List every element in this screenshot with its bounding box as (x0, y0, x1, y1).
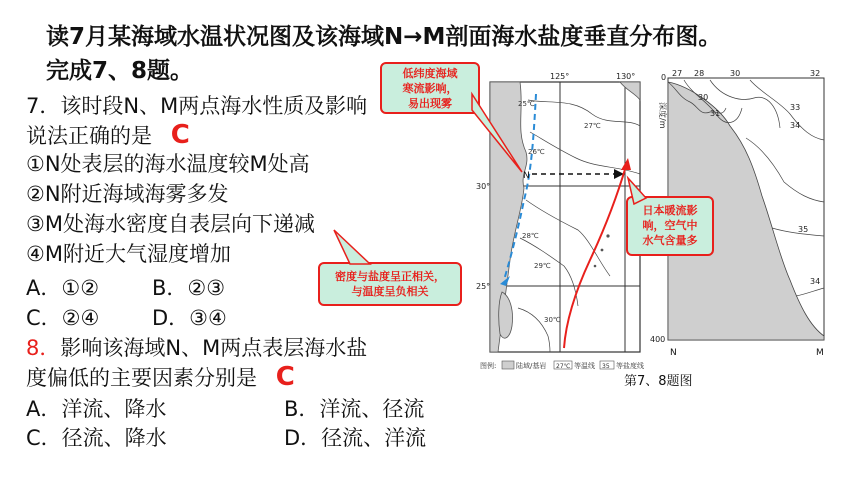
profile-depth-zero: 0 (661, 73, 667, 82)
legend-land-swatch (502, 361, 514, 369)
q8-option-d[interactable]: D．径流、洋流 (284, 426, 427, 450)
callout-warm-line-3: 水气含量多 (642, 234, 698, 247)
map-isotherm-27: 27℃ (584, 122, 601, 130)
profile-contour-label-31: 31 (710, 109, 721, 118)
callout-warm-pointer (610, 176, 650, 212)
map-point-n: N (523, 171, 530, 181)
callout-warm-line-1: 日本暖流影 (642, 204, 698, 217)
profile-depth-label: 深度/m (658, 102, 667, 129)
legend-isotherm-value: 27℃ (556, 363, 571, 370)
q8-stem: 影响该海域N、M两点表层海水盐 (60, 336, 368, 360)
q8-stem-row (26, 334, 367, 363)
title-line-1: 读7月某海域水温状况图及该海域N→M剖面海水盐度垂直分布图。 (46, 24, 722, 50)
legend-isohaline-value: 35 (602, 363, 610, 370)
title-line-2: 完成7、8题。 (46, 58, 194, 84)
callout-cold-line-2: 寒流影响， (402, 82, 458, 95)
callout-density-line-1: 密度与盐度呈正相关， (335, 270, 445, 283)
callout-cold-line-1: 低纬度海域 (402, 67, 458, 80)
map-lat-30: 30° (476, 182, 491, 191)
callout-warm-line-2: 响，空气中 (642, 219, 698, 232)
profile-top-tick-28: 28 (694, 69, 705, 78)
map-lat-25: 25° (476, 282, 491, 291)
q8-option-c[interactable]: C．径流、降水 (26, 426, 167, 450)
map-lon-125: 125° (550, 72, 570, 81)
q7-answer: C (170, 120, 190, 150)
profile-x-left-n: N (670, 348, 677, 358)
legend-isotherm-label: 等温线 (574, 362, 595, 370)
q7-item-3: ③M处海水密度自表层向下递减 (26, 212, 315, 236)
callout-density-pointer (330, 226, 390, 266)
map-isotherm-26: 26℃ (528, 148, 545, 156)
legend-prefix: 图例: (480, 362, 497, 370)
profile-top-tick-30: 30 (730, 69, 741, 78)
q7-item-1: ①N处表层的海水温度较M处高 (26, 152, 310, 176)
profile-contour-label-34-upper: 34 (790, 121, 801, 130)
profile-depth-max: 400 (650, 335, 666, 344)
q8-option-a[interactable]: A．洋流、降水 (26, 397, 167, 421)
profile-contour-label-33: 33 (790, 103, 801, 112)
profile-top-tick-27: 27 (672, 69, 683, 78)
q8-stem-2: 度偏低的主要因素分别是 (26, 366, 257, 390)
profile-top-tick-32: 32 (810, 69, 821, 78)
map-island (606, 234, 609, 237)
legend-isohaline-label: 等盐度线 (616, 362, 644, 370)
callout-density-line-2: 与温度呈负相关 (351, 285, 429, 298)
map-isotherm-28: 28℃ (522, 232, 539, 240)
map-isotherm-25: 25℃ (518, 100, 535, 108)
q7-item-4: ④M附近大气湿度增加 (26, 242, 231, 266)
map-lon-130: 130° (616, 72, 636, 81)
profile-contour-label-34-lower: 34 (810, 277, 821, 286)
callout-cold-current (380, 62, 480, 114)
q7-stem-2: 说法正确的是 (26, 124, 152, 148)
profile-contour-label-35: 35 (798, 225, 809, 234)
legend-land-label: 陆域/基岩 (516, 362, 547, 370)
q8-option-b[interactable]: B．洋流、径流 (284, 397, 425, 421)
q8-answer: C (275, 362, 295, 392)
callout-cold-line-3: 易出现雾 (408, 97, 452, 110)
q7-item-2: ②N附近海域海雾多发 (26, 182, 229, 206)
map-legend (480, 361, 644, 370)
q7-option-d[interactable]: D．③④ (152, 306, 227, 330)
q7-option-b[interactable]: B．②③ (152, 276, 226, 300)
q8-number: 8． (26, 336, 61, 360)
q7-stem: 7．该时段N、M两点海水性质及影响 (26, 94, 368, 118)
map-isotherm-29: 29℃ (534, 262, 551, 270)
map-island (594, 265, 597, 268)
map-isotherm-30: 30℃ (544, 316, 561, 324)
q7-stem-2-row (26, 121, 190, 151)
figure-caption: 第7、8题图 (624, 374, 693, 389)
map-island (601, 249, 604, 252)
profile-contour-label-30: 30 (698, 93, 709, 102)
q7-option-c[interactable]: C．②④ (26, 306, 100, 330)
q8-stem-2-row (26, 363, 295, 393)
callout-cold-pointer (470, 88, 530, 178)
profile-x-right-m: M (816, 348, 824, 358)
q7-option-a[interactable]: A．①② (26, 276, 100, 300)
callout-density (318, 262, 462, 306)
